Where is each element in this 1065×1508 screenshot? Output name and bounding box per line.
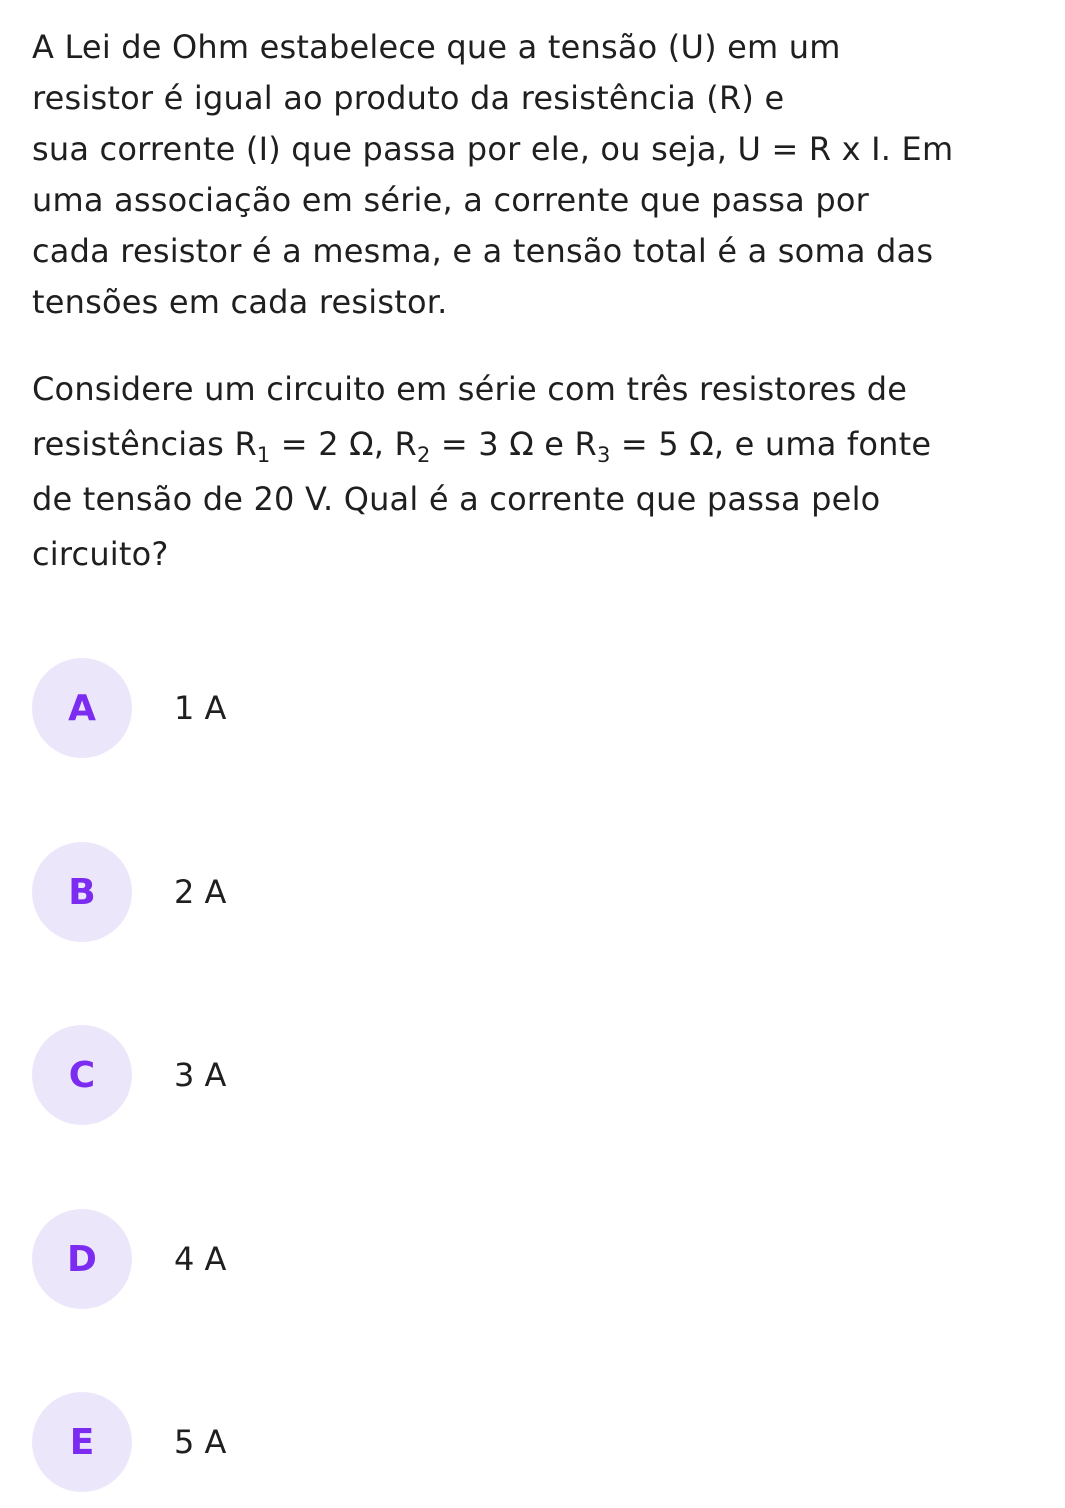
question-line: circuito? — [32, 535, 169, 573]
option-b[interactable] — [32, 841, 632, 943]
option-a[interactable] — [32, 657, 632, 759]
option-letter-badge: B — [32, 842, 132, 942]
option-c[interactable] — [32, 1024, 632, 1126]
r3-symbol: R — [574, 425, 597, 463]
option-label: 4 A — [174, 1240, 227, 1278]
r2-symbol: R — [394, 425, 417, 463]
option-letter-badge: E — [32, 1392, 132, 1492]
option-e[interactable] — [32, 1391, 632, 1493]
question-line: uma associação em série, a corrente que passa por — [32, 181, 870, 219]
question-line: tensões em cada resistor. — [32, 283, 448, 321]
r3-subscript: 3 — [596, 443, 611, 467]
question-line: sua corrente (I) que passa por ele, ou seja, U = R x I. Em — [32, 130, 954, 168]
option-d[interactable] — [32, 1208, 632, 1310]
option-letter-badge: A — [32, 658, 132, 758]
r2-subscript: 2 — [416, 443, 431, 467]
question-line: resistor é igual ao produto da resistência (R) e — [32, 79, 785, 117]
option-label: 3 A — [174, 1056, 227, 1094]
r1-symbol: R — [234, 425, 257, 463]
option-letter-badge: D — [32, 1209, 132, 1309]
option-label: 5 A — [174, 1423, 227, 1461]
option-label: 2 A — [174, 873, 227, 911]
option-letter-badge: C — [32, 1025, 132, 1125]
r2-value: = 3 Ω e — [430, 425, 575, 463]
r1-value: = 2 Ω, — [270, 425, 395, 463]
option-label: 1 A — [174, 689, 227, 727]
question-line: A Lei de Ohm estabelece que a tensão (U) em um — [32, 28, 841, 66]
question-text — [32, 22, 1047, 582]
question-line-prefix: resistências — [32, 425, 235, 463]
question-paragraph-2 — [32, 362, 1047, 582]
question-line: cada resistor é a mesma, e a tensão total é a soma das — [32, 232, 934, 270]
r1-subscript: 1 — [256, 443, 271, 467]
question-paragraph-1 — [32, 22, 1047, 328]
r3-value: = 5 Ω, e uma fonte — [610, 425, 932, 463]
question-line: Considere um circuito em série com três resistores de — [32, 370, 908, 408]
question-line: de tensão de 20 V. Qual é a corrente que passa pelo — [32, 480, 881, 518]
